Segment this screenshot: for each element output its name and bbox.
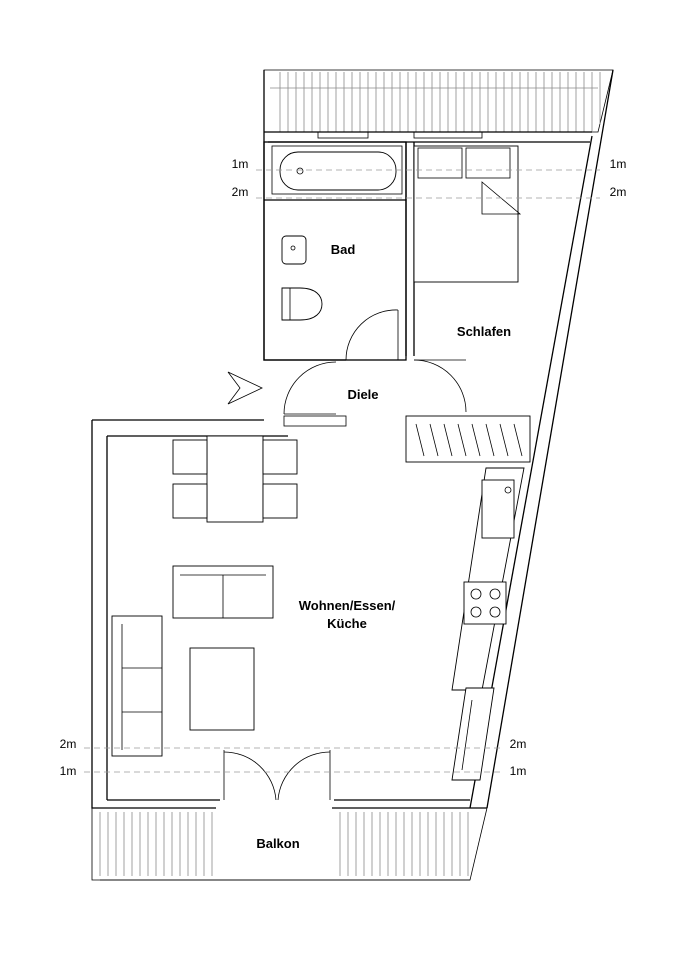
kitchen-counter — [452, 688, 494, 780]
top-roof-hatch — [264, 70, 613, 132]
wardrobe — [406, 416, 530, 462]
room-label-bad: Bad — [330, 242, 356, 257]
dining-chair — [173, 484, 207, 518]
living-room — [112, 436, 524, 800]
height-label-2m-right-bottom: 2m — [509, 737, 527, 751]
height-label-1m-left-bottom: 1m — [59, 764, 77, 778]
toilet — [282, 288, 322, 320]
hallway — [228, 362, 346, 426]
height-label-2m-left-bottom: 2m — [59, 737, 77, 751]
room-label-kueche: Küche — [327, 616, 367, 631]
dining-chair — [263, 440, 297, 474]
room-label-balkon: Balkon — [256, 836, 300, 851]
entrance-arrow-icon — [228, 372, 262, 404]
coffee-table — [190, 648, 254, 730]
dining-table — [207, 436, 263, 522]
room-label-schlafen: Schlafen — [456, 324, 512, 339]
kitchen-hob — [464, 582, 506, 624]
height-label-2m-left-top: 2m — [231, 185, 249, 199]
sofa — [112, 616, 162, 756]
dining-chair — [173, 440, 207, 474]
height-label-1m-right-bottom: 1m — [509, 764, 527, 778]
dining-chair — [263, 484, 297, 518]
kitchen-sink — [482, 480, 514, 538]
height-label-2m-right-top: 2m — [609, 185, 627, 199]
height-label-1m-left-top: 1m — [231, 157, 249, 171]
room-label-wohnen: Wohnen/Essen/ — [298, 598, 396, 613]
bedroom — [406, 142, 530, 462]
height-label-1m-right-top: 1m — [609, 157, 627, 171]
room-label-diele: Diele — [347, 387, 379, 402]
